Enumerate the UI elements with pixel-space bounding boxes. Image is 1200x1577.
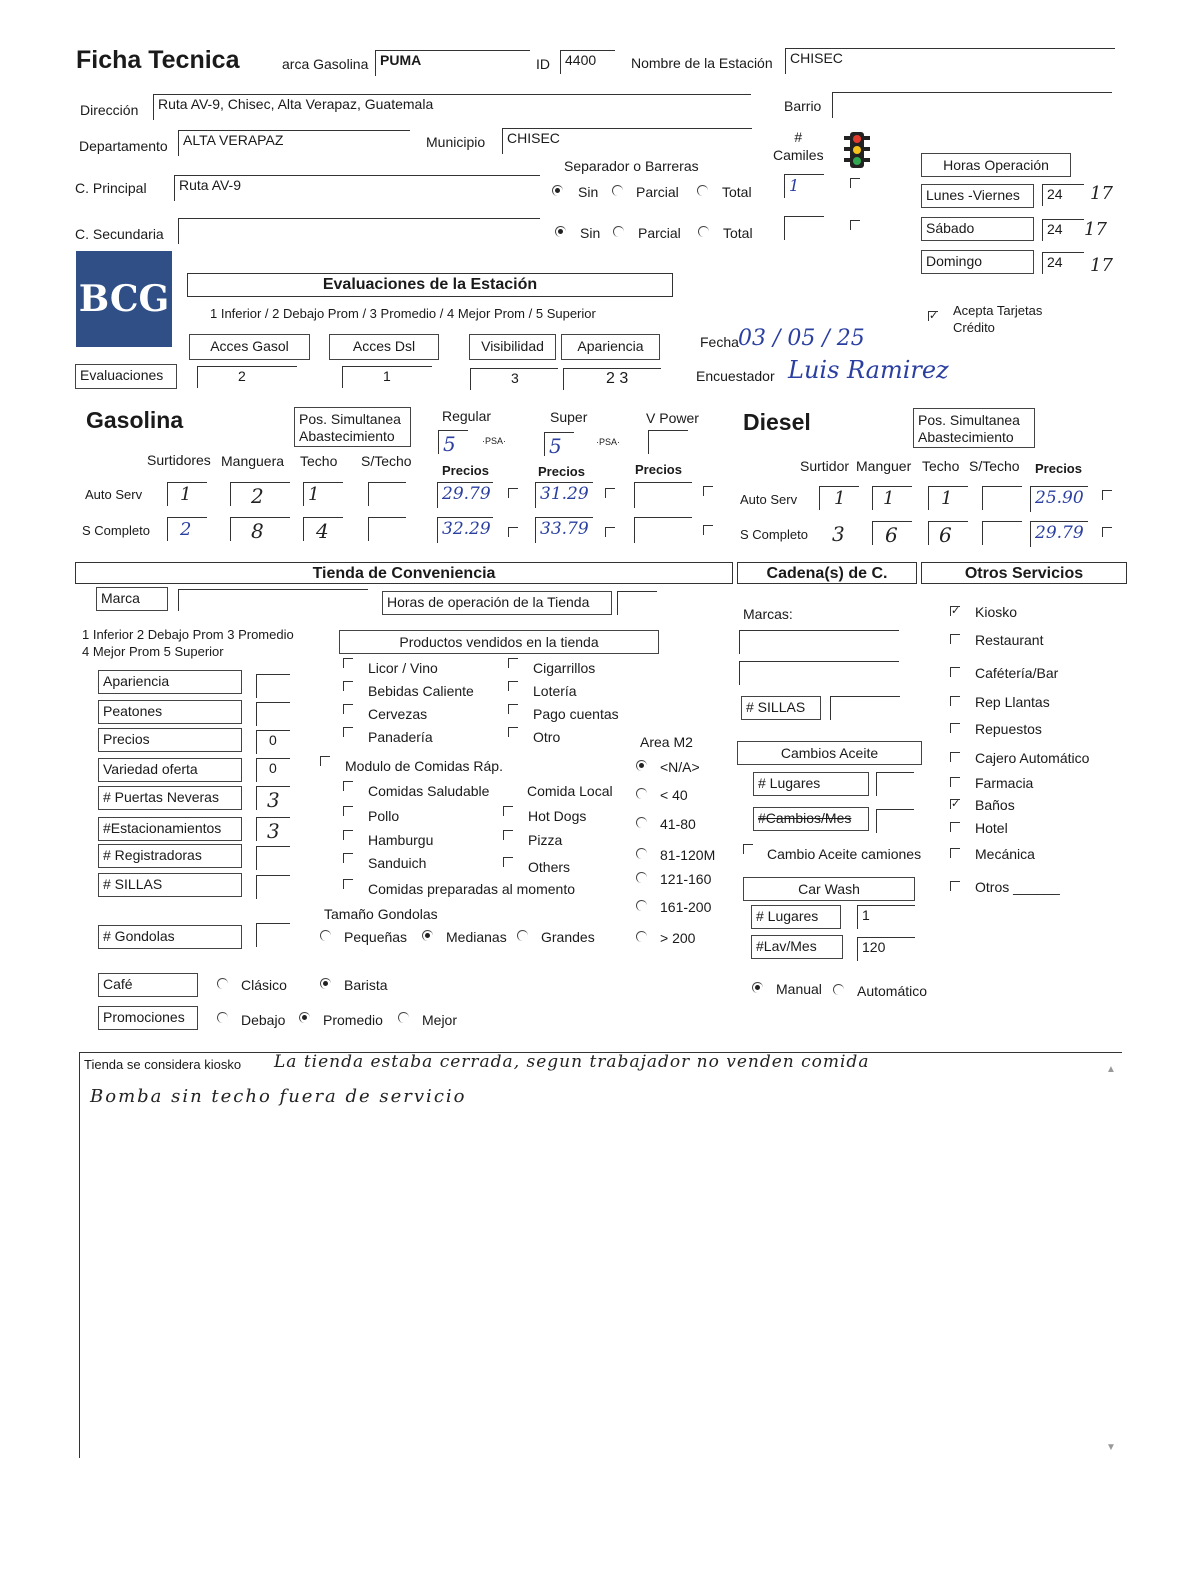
- cambios-lugares-field[interactable]: [876, 772, 914, 796]
- rating-sillas-field[interactable]: [256, 875, 290, 899]
- prod-loteria-checkbox[interactable]: [508, 681, 518, 691]
- prod-bebidas-label: Bebidas Caliente: [368, 683, 474, 699]
- cafe-label: Café: [98, 973, 198, 997]
- promo-debajo-radio[interactable]: [217, 1012, 228, 1023]
- tienda-scale: 1 Inferior 2 Debajo Prom 3 Promedio 4 Mejor Prom 5 Superior: [82, 627, 294, 659]
- cw-automatico-label: Automático: [857, 983, 928, 999]
- gas-auto-techo[interactable]: 1: [303, 482, 343, 506]
- area-121-160-label: 121-160: [660, 871, 712, 887]
- principal-parcial-radio[interactable]: [612, 185, 623, 196]
- diesel-col-surtidor: Surtidor: [800, 458, 850, 474]
- cadena-header: Cadena(s) de C.: [737, 562, 917, 584]
- tienda-marca-field[interactable]: [178, 589, 368, 611]
- diesel-completo-checkbox[interactable]: [1102, 527, 1112, 537]
- regular-label: Regular: [442, 408, 492, 424]
- otros-0-checkbox[interactable]: ✓: [951, 605, 961, 617]
- diesel-col-stecho: S/Techo: [969, 458, 1020, 474]
- col-stecho: S/Techo: [361, 453, 412, 469]
- gas-completo-vpower-checkbox[interactable]: [703, 525, 713, 535]
- evaluaciones-label: Evaluaciones: [75, 364, 177, 389]
- form-title: Ficha Tecnica: [76, 46, 240, 74]
- barrio-label: Barrio: [784, 98, 822, 114]
- area-40-label: < 40: [660, 787, 688, 803]
- domingo-typed[interactable]: 24: [1042, 252, 1084, 274]
- vpower-label: V Power: [646, 410, 699, 426]
- cadena-marca-field-1[interactable]: [739, 630, 899, 654]
- others-label: Others: [528, 859, 571, 875]
- secundaria-sin-radio[interactable]: [555, 226, 566, 237]
- promociones-label: Promociones: [98, 1006, 198, 1030]
- cambios-aceite-header: Cambios Aceite: [737, 741, 922, 765]
- bcg-logo: BCG: [76, 251, 172, 347]
- gas-auto-super-checkbox[interactable]: [605, 488, 615, 498]
- precios-regular-label: Precios: [442, 463, 489, 478]
- hotdogs-checkbox[interactable]: [503, 806, 513, 816]
- cambios-lugares-label: # Lugares: [753, 772, 869, 796]
- prod-licor-checkbox[interactable]: [343, 658, 353, 668]
- diesel-auto-checkbox[interactable]: [1102, 490, 1112, 500]
- gondola-grandes-radio[interactable]: [517, 930, 528, 941]
- rating-peatones-field[interactable]: [256, 702, 290, 726]
- rating-apariencia-label: Apariencia: [98, 670, 242, 694]
- prod-cervezas-checkbox[interactable]: [343, 704, 353, 714]
- direccion-field[interactable]: Ruta AV-9, Chisec, Alta Verapaz, Guatemala: [153, 94, 751, 120]
- otros-7-label: Baños: [975, 797, 1015, 813]
- gas-completo-precio-vpower[interactable]: [634, 517, 692, 543]
- cw-lav-field[interactable]: 120: [857, 937, 915, 961]
- camiones-field[interactable]: 1: [784, 174, 824, 198]
- cw-lav-label: #Lav/Mes: [751, 935, 843, 959]
- evaluaciones-header: Evaluaciones de la Estación: [187, 273, 673, 297]
- regular-psa: ·PSA·: [482, 436, 507, 446]
- secundaria-camiones-checkbox[interactable]: [850, 220, 860, 230]
- hamburgu-label: Hamburgu: [368, 832, 434, 848]
- notes-label: Tienda se considera kiosko: [84, 1057, 242, 1072]
- sabado-hand: 17: [1084, 219, 1107, 240]
- gas-auto-regular-checkbox[interactable]: [508, 488, 518, 498]
- rating-variedad-label: Variedad oferta: [98, 758, 242, 782]
- rating-estacionamientos-field[interactable]: 3: [256, 817, 290, 841]
- municipio-label: Municipio: [426, 134, 486, 150]
- prod-panaderia-checkbox[interactable]: [343, 727, 353, 737]
- cw-automatico-radio[interactable]: [833, 984, 844, 995]
- secundaria-parcial-radio[interactable]: [613, 226, 624, 237]
- gas-auto-precio-regular[interactable]: 29.79: [437, 482, 493, 508]
- camiones-label: # Camiles: [773, 129, 824, 163]
- notes-area[interactable]: [79, 1052, 1122, 1458]
- prod-pago-label: Pago cuentas: [533, 706, 619, 722]
- area-161-200-label: 161-200: [660, 899, 712, 915]
- diesel-auto-surtidor[interactable]: 1: [819, 486, 859, 510]
- otros-8-checkbox[interactable]: [950, 822, 960, 832]
- diesel-auto-stecho[interactable]: [982, 486, 1022, 510]
- comida-local-label: Comida Local: [527, 783, 613, 799]
- comidas-saludable-checkbox[interactable]: [343, 781, 353, 791]
- prod-licor-label: Licor / Vino: [368, 660, 438, 676]
- secundaria-camiones-field[interactable]: [784, 216, 824, 240]
- cambios-mes-label: #Cambios/Mes: [753, 807, 869, 831]
- evaluaciones-scale: 1 Inferior / 2 Debajo Prom / 3 Promedio / 4 Mejor Prom / 5 Superior: [210, 306, 596, 321]
- diesel-col-precios: Precios: [1035, 461, 1082, 476]
- cadena-marcas-label: Marcas:: [743, 606, 793, 622]
- diesel-col-manguer: Manguer: [856, 458, 912, 474]
- cw-manual-radio[interactable]: [752, 982, 763, 993]
- diesel-completo-precio[interactable]: 29.79: [1030, 521, 1088, 547]
- otros-6-label: Farmacia: [975, 775, 1034, 791]
- col-techo: Techo: [300, 453, 338, 469]
- cambio-camiones-label: Cambio Aceite camiones: [767, 846, 922, 862]
- tienda-marca-label: Marca: [96, 587, 168, 611]
- rating-gondolas-label: # Gondolas: [98, 925, 242, 949]
- gas-auto-manguera[interactable]: 2: [230, 482, 290, 506]
- precios-vpower-label: Precios: [635, 462, 682, 477]
- rating-apariencia-field[interactable]: [256, 674, 290, 698]
- area-41-80-label: 41-80: [660, 816, 696, 832]
- pollo-label: Pollo: [368, 808, 400, 824]
- area-40-radio[interactable]: [636, 788, 647, 799]
- cambios-mes-field[interactable]: [876, 809, 914, 833]
- id-field[interactable]: 4400: [560, 50, 615, 74]
- barrio-field[interactable]: [832, 92, 1112, 118]
- area-na-label: <N/A>: [660, 759, 700, 775]
- rating-gondolas-field[interactable]: [256, 923, 290, 947]
- visibilidad-field[interactable]: 3: [470, 368, 558, 390]
- notes-line-2[interactable]: Bomba sin techo fuera de servicio: [90, 1086, 467, 1107]
- principal-sin-label: Sin: [578, 184, 599, 200]
- pizza-label: Pizza: [528, 832, 563, 848]
- acepta-tarjetas-label: Acepta Tarjetas Crédito: [953, 303, 1043, 335]
- col-surtidores: Surtidores: [147, 452, 211, 468]
- precios-super-label: Precios: [538, 464, 585, 479]
- promo-promedio-label: Promedio: [323, 1012, 383, 1028]
- others-checkbox[interactable]: [503, 857, 513, 867]
- cadena-marca-field-2[interactable]: [739, 661, 899, 685]
- prod-cervezas-label: Cervezas: [368, 706, 428, 722]
- cadena-sillas-field[interactable]: [830, 696, 900, 720]
- prod-pago-checkbox[interactable]: [508, 704, 518, 714]
- diesel-pos-simultanea: Pos. Simultanea Abastecimiento: [913, 408, 1035, 448]
- area-81-120-label: 81-120M: [660, 847, 716, 863]
- otros-4-label: Repuestos: [975, 721, 1042, 737]
- encuestador-value[interactable]: Luis Ramirez: [788, 356, 949, 384]
- departamento-label: Departamento: [79, 138, 168, 154]
- secundaria-label: C. Secundaria: [75, 226, 164, 242]
- principal-camiones-checkbox[interactable]: [850, 178, 860, 188]
- promo-promedio-radio[interactable]: [299, 1012, 310, 1023]
- acepta-tarjetas-checkbox[interactable]: ✓: [929, 310, 939, 322]
- gas-completo-techo[interactable]: 4: [303, 517, 343, 541]
- cadena-sillas-label: # SILLAS: [741, 696, 821, 720]
- cw-lugares-field[interactable]: 1: [857, 905, 915, 929]
- acces-gasol-label: Acces Gasol: [189, 334, 310, 360]
- rating-variedad-field[interactable]: 0: [256, 758, 290, 782]
- area-m2-label: Area M2: [640, 734, 693, 750]
- otros-5-label: Cajero Automático: [975, 750, 1090, 766]
- gas-auto-surtidores[interactable]: 1: [167, 482, 207, 506]
- comidas-saludable-label: Comidas Saludable: [368, 783, 490, 799]
- pizza-checkbox[interactable]: [503, 830, 513, 840]
- secundaria-total-radio[interactable]: [698, 226, 709, 237]
- principal-total-label: Total: [722, 184, 752, 200]
- productos-header: Productos vendidos en la tienda: [339, 630, 659, 654]
- promo-debajo-label: Debajo: [241, 1012, 286, 1028]
- traffic-light-icon: [842, 132, 872, 168]
- gas-completo-manguera[interactable]: 8: [230, 517, 290, 541]
- gondola-pequenas-label: Pequeñas: [344, 929, 408, 945]
- otros-servicios-header: Otros Servicios: [921, 562, 1127, 584]
- principal-sin-radio[interactable]: [552, 185, 563, 196]
- tienda-horas-field[interactable]: [617, 591, 657, 615]
- departamento-field[interactable]: ALTA VERAPAZ: [178, 130, 410, 156]
- super-pos-field[interactable]: 5: [544, 432, 574, 456]
- prod-panaderia-label: Panadería: [368, 729, 433, 745]
- scroll-down-icon[interactable]: ▼: [1106, 1442, 1116, 1453]
- fecha-label: Fecha: [700, 334, 739, 350]
- car-wash-header: Car Wash: [743, 877, 915, 901]
- rating-estacionamientos-label: #Estacionamientos: [98, 817, 242, 841]
- horas-operacion-header: Horas Operación: [921, 153, 1071, 177]
- gasolina-pos-simultanea: Pos. Simultanea Abastecimiento: [294, 407, 411, 447]
- gas-completo-precio-super[interactable]: 33.79: [535, 517, 593, 543]
- gas-auto-vpower-checkbox[interactable]: [703, 486, 713, 496]
- otros-2-checkbox[interactable]: [950, 667, 960, 677]
- apariencia-field[interactable]: 2 3: [563, 368, 661, 390]
- gas-auto-precio-super[interactable]: 31.29: [535, 482, 593, 508]
- col-manguera: Manguera: [221, 453, 285, 469]
- modulo-comidas-label: Modulo de Comidas Ráp.: [345, 758, 503, 774]
- gas-s-completo-label: S Completo: [82, 523, 150, 538]
- principal-label: C. Principal: [75, 180, 147, 196]
- lunes-viernes-typed[interactable]: 24: [1042, 184, 1084, 206]
- tamano-gondolas-label: Tamaño Gondolas: [324, 906, 438, 922]
- tienda-header: Tienda de Conveniencia: [75, 562, 733, 584]
- apariencia-label: Apariencia: [561, 334, 660, 360]
- gas-completo-surtidores[interactable]: 2: [167, 517, 207, 541]
- secundaria-parcial-label: Parcial: [638, 225, 681, 241]
- gas-completo-super-checkbox[interactable]: [605, 527, 615, 537]
- area-161-200-radio[interactable]: [636, 900, 647, 911]
- area-200-label: > 200: [660, 930, 696, 946]
- otros-3-checkbox[interactable]: [950, 696, 960, 706]
- area-41-80-radio[interactable]: [636, 817, 647, 828]
- separador-label: Separador o Barreras: [564, 158, 699, 174]
- id-label: ID: [536, 56, 550, 72]
- otros-0-label: Kiosko: [975, 604, 1018, 620]
- diesel-auto-manguer[interactable]: 1: [872, 486, 912, 510]
- super-psa: ·PSA·: [596, 437, 621, 447]
- promo-mejor-label: Mejor: [422, 1012, 458, 1028]
- otros-4-checkbox[interactable]: [950, 723, 960, 733]
- gondola-medianas-radio[interactable]: [422, 930, 433, 941]
- cw-lugares-label: # Lugares: [751, 905, 841, 929]
- cambio-camiones-checkbox[interactable]: [743, 844, 753, 854]
- gondola-grandes-label: Grandes: [541, 929, 595, 945]
- scroll-up-icon[interactable]: ▲: [1106, 1064, 1116, 1075]
- prod-cigarrillos-label: Cigarrillos: [533, 660, 596, 676]
- domingo-hand: 17: [1090, 255, 1113, 276]
- marca-label: arca Gasolina: [282, 56, 369, 72]
- otros-9-checkbox[interactable]: [950, 848, 960, 858]
- principal-parcial-label: Parcial: [636, 184, 679, 200]
- otros-10-checkbox[interactable]: [950, 881, 960, 891]
- regular-pos-field[interactable]: 5: [438, 430, 468, 454]
- diesel-auto-serv-label: Auto Serv: [740, 492, 798, 507]
- hamburgu-checkbox[interactable]: [343, 830, 353, 840]
- otros-5-checkbox[interactable]: [950, 752, 960, 762]
- area-121-160-radio[interactable]: [636, 872, 647, 883]
- encuestador-label: Encuestador: [696, 368, 775, 384]
- lunes-viernes-label: Lunes -Viernes: [921, 184, 1034, 208]
- rating-precios-field[interactable]: 0: [256, 730, 290, 754]
- diesel-completo-manguer[interactable]: 6: [872, 521, 912, 545]
- otros-10-label: Otros ______: [975, 879, 1060, 895]
- promo-mejor-radio[interactable]: [398, 1012, 409, 1023]
- rating-peatones-label: Peatones: [98, 700, 242, 724]
- diesel-completo-techo[interactable]: 6: [928, 521, 968, 545]
- modulo-comidas-checkbox[interactable]: [320, 756, 330, 766]
- otros-3-label: Rep Llantas: [975, 694, 1050, 710]
- sabado-typed[interactable]: 24: [1042, 219, 1084, 241]
- nombre-field[interactable]: CHISEC: [785, 48, 1115, 74]
- visibilidad-label: Visibilidad: [469, 334, 556, 360]
- prod-otro-label: Otro: [533, 729, 561, 745]
- super-label: Super: [550, 409, 588, 425]
- rating-puertas-field[interactable]: 3: [256, 786, 290, 810]
- comidas-preparadas-label: Comidas preparadas al momento: [368, 881, 575, 897]
- rating-sillas-label: # SILLAS: [98, 873, 242, 897]
- otros-7-checkbox[interactable]: ✓: [951, 798, 961, 810]
- diesel-col-techo: Techo: [922, 458, 960, 474]
- rating-registradoras-field[interactable]: [256, 846, 290, 870]
- acces-dsl-field[interactable]: 1: [342, 366, 432, 388]
- cafe-clasico-radio[interactable]: [217, 978, 228, 989]
- rating-puertas-label: # Puertas Neveras: [98, 786, 242, 810]
- hotdogs-label: Hot Dogs: [528, 808, 587, 824]
- area-200-radio[interactable]: [636, 931, 647, 942]
- gas-completo-regular-checkbox[interactable]: [508, 527, 518, 537]
- secundaria-sin-label: Sin: [580, 225, 601, 241]
- direccion-label: Dirección: [80, 102, 139, 118]
- cafe-barista-label: Barista: [344, 977, 388, 993]
- prod-cigarrillos-checkbox[interactable]: [508, 658, 518, 668]
- gas-auto-serv-label: Auto Serv: [85, 487, 143, 502]
- otros-2-label: Cafétería/Bar: [975, 665, 1059, 681]
- sabado-label: Sábado: [921, 217, 1034, 241]
- fecha-value[interactable]: 03 / 05 / 25: [738, 326, 865, 351]
- diesel-completo-stecho[interactable]: [982, 521, 1022, 545]
- gas-completo-precio-regular[interactable]: 32.29: [437, 517, 493, 543]
- sanduich-checkbox[interactable]: [343, 853, 353, 863]
- gasolina-title: Gasolina: [86, 407, 184, 433]
- diesel-completo-surtidor[interactable]: 3: [832, 522, 845, 546]
- gas-auto-stecho[interactable]: [368, 482, 406, 506]
- diesel-title: Diesel: [743, 409, 811, 435]
- rating-registradoras-label: # Registradoras: [98, 844, 242, 868]
- prod-bebidas-checkbox[interactable]: [343, 681, 353, 691]
- prod-otro-checkbox[interactable]: [508, 727, 518, 737]
- diesel-s-completo-label: S Completo: [740, 527, 808, 542]
- sanduich-label: Sanduich: [368, 855, 427, 871]
- principal-field[interactable]: Ruta AV-9: [174, 175, 540, 201]
- gondola-medianas-label: Medianas: [446, 929, 507, 945]
- otros-6-checkbox[interactable]: [950, 777, 960, 787]
- otros-9-label: Mecánica: [975, 846, 1035, 862]
- gas-completo-stecho[interactable]: [368, 517, 406, 541]
- gas-auto-precio-vpower[interactable]: [634, 482, 692, 508]
- secundaria-field[interactable]: [178, 218, 540, 244]
- cafe-barista-radio[interactable]: [320, 978, 331, 989]
- diesel-auto-techo[interactable]: 1: [928, 486, 968, 510]
- municipio-field[interactable]: CHISEC: [502, 128, 752, 154]
- gondola-pequenas-radio[interactable]: [320, 930, 331, 941]
- marca-field[interactable]: PUMA: [375, 50, 530, 76]
- domingo-label: Domingo: [921, 250, 1034, 274]
- diesel-auto-precio[interactable]: 25.90: [1030, 486, 1088, 512]
- comidas-preparadas-checkbox[interactable]: [343, 879, 353, 889]
- otros-1-label: Restaurant: [975, 632, 1044, 648]
- secundaria-total-label: Total: [723, 225, 753, 241]
- area-81-120-radio[interactable]: [636, 848, 647, 859]
- acces-gasol-field[interactable]: 2: [197, 366, 297, 388]
- prod-loteria-label: Lotería: [533, 683, 577, 699]
- lunes-viernes-hand: 17: [1090, 183, 1113, 204]
- rating-precios-label: Precios: [98, 728, 242, 752]
- otros-8-label: Hotel: [975, 820, 1008, 836]
- cw-manual-label: Manual: [776, 981, 822, 997]
- cafe-clasico-label: Clásico: [241, 977, 287, 993]
- nombre-label: Nombre de la Estación: [631, 55, 773, 71]
- otros-1-checkbox[interactable]: [950, 634, 960, 644]
- acces-dsl-label: Acces Dsl: [329, 334, 439, 360]
- tienda-horas-label: Horas de operación de la Tienda: [382, 591, 612, 615]
- vpower-pos-field[interactable]: [648, 430, 688, 454]
- notes-line-1[interactable]: La tienda estaba cerrada, segun trabajador no venden comida: [274, 1052, 870, 1072]
- principal-total-radio[interactable]: [697, 185, 708, 196]
- area-na-radio[interactable]: [636, 760, 647, 771]
- pollo-checkbox[interactable]: [343, 806, 353, 816]
